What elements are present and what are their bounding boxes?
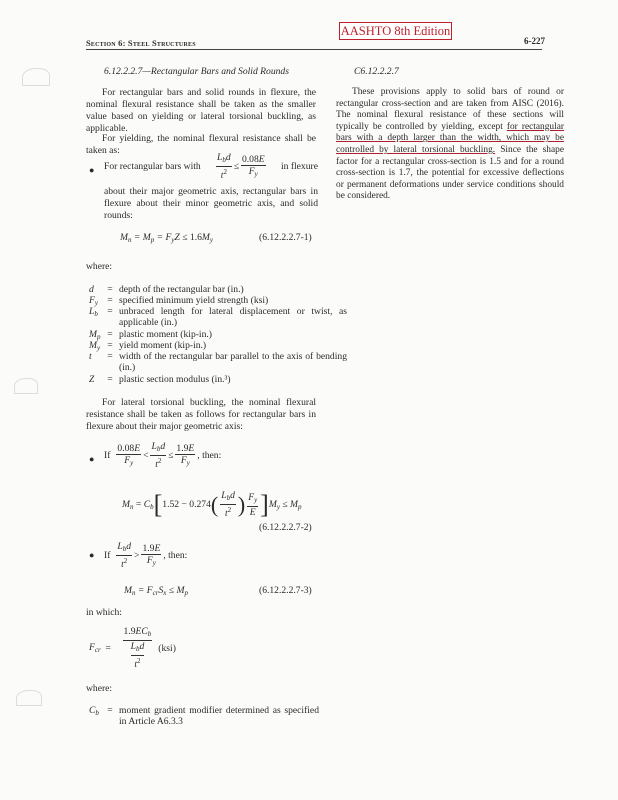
page-number: 6-227 — [524, 36, 545, 46]
equation-3: $M_n = F_{cr}S_x \le M_p$ — [124, 585, 188, 597]
where-label: where: — [86, 261, 113, 272]
scan-mark — [14, 378, 38, 394]
equation-1: $M_n = M_p = F_yZ \le 1.6M_y$ — [120, 232, 214, 244]
equation-3-number: (6.12.2.2.7-3) — [259, 585, 312, 596]
bullet-1-tail: in flexure — [280, 160, 318, 172]
commentary-underlined: for rectangular bars with a depth larger than the width, which may be controlled by lateral torsional buckling. — [336, 121, 564, 155]
condition-2: If $\frac{L_bd}{t^2}$ > $\frac{1.9E}{F_y}$ , then: — [104, 541, 188, 570]
condition-2-lead: If — [104, 550, 111, 561]
scan-mark — [16, 690, 42, 706]
paragraph-2: For yielding, the nominal flexural resistance shall be taken as: — [86, 133, 316, 156]
paragraph-3: about their major geometric axis, rectangular bars in flexure about their minor geometric axis, and solid rounds: — [104, 186, 318, 221]
condition-2-tail: , then: — [163, 550, 188, 561]
paragraph-4: For lateral torsional buckling, the nominal flexural resistance shall be taken as follows for rectangular bars in flexure about their major geometric axis: — [86, 397, 316, 432]
equation-2-number: (6.12.2.2.7-2) — [259, 522, 312, 533]
bullet: ● — [89, 550, 95, 560]
fcr-unit: (ksi) — [158, 642, 176, 654]
fcr-equation: $F_{cr}$ = $1.9EC_b$ $L_bd$ $t^2$ (ksi) — [89, 626, 176, 670]
commentary-paragraph: These provisions apply to solid bars of round or rectangular cross-section and are taken from AISC (2016). The nominal flexural resistance of these sections will typically be controlled by yielding, except for rectangular bars with a depth larger than the width, which may be controlled by lateral torsional buckling. Since the shape factor for a rectangular cross-section is 1.5 and for a round cross-section is 1.7, the potential for excessive deflections or permanent deformations under service conditions should be considered. — [336, 87, 564, 202]
bullet-1-condition: $\frac{L_bd}{t^2}$ ≤ $\frac{0.08E}{F_y}$ — [217, 152, 265, 181]
condition-1-tail: , then: — [197, 450, 222, 461]
bullet-1 — [104, 152, 318, 181]
commentary-heading: C6.12.2.2.7 — [354, 66, 399, 77]
bullet-1-lead: For rectangular bars with — [104, 160, 201, 172]
definitions-list: d = depth of the rectangular bar (in.) $F_y$ = specified minimum yield strength (ksi) $L_b$ = unbraced length for lateral displacement or twist, as applicable (in.) $M_p$ = plastic moment (kip-in.) $M_y$ = yield moment (kip-in.) t = width of the rectangular bar parallel to the axis of bending (in.) Z = plastic section modulus (in.³) — [89, 284, 347, 385]
in-which-label: in which: — [86, 607, 122, 618]
article-heading: 6.12.2.2.7—Rectangular Bars and Solid Rounds — [104, 66, 289, 77]
edition-stamp: AASHTO 8th Edition — [340, 24, 451, 38]
bullet: ● — [89, 165, 95, 175]
header-rule — [86, 49, 542, 50]
bullet: ● — [89, 454, 95, 464]
def-row-cb: $C_b$ = moment gradient modifier determined as specified in Article A6.3.3 — [89, 705, 319, 728]
section-header: Section 6: Steel Structures — [86, 38, 196, 48]
equation-1-number: (6.12.2.2.7-1) — [259, 232, 312, 243]
condition-1-lead: If — [104, 450, 111, 461]
where-label-2: where: — [86, 683, 113, 694]
condition-1: If $\frac{0.08E}{F_y}$ < $\frac{L_bd}{t^2}$ ≤ $\frac{1.9E}{F_y}$ , then: — [104, 441, 222, 470]
paragraph-1: For rectangular bars and solid rounds in flexure, the nominal flexural resistance shall be taken as the smaller value based on yielding or lateral torsional buckling, as applicable. — [86, 87, 316, 134]
scan-mark — [22, 68, 50, 86]
equation-2: $M_n$ = $C_b$ [ 1.52 − 0.274 ( $\frac{L_bd}{t^2}$ ) $\frac{F_y}{E}$ ] $M_y$ ≤ $M_p$ — [122, 489, 302, 519]
